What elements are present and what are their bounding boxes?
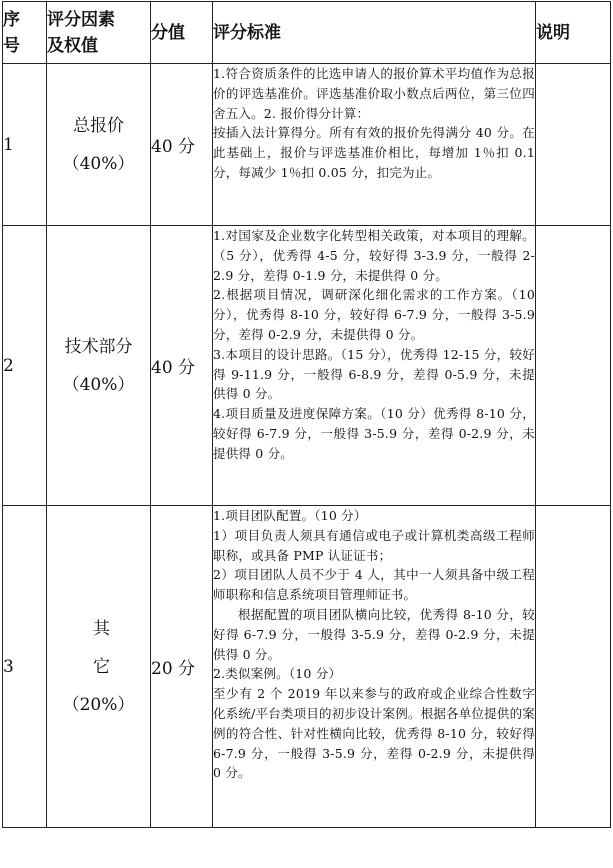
header-factor-line-1: 评分因素: [47, 9, 115, 30]
criteria-line: 1.符合资质条件的比选申请人的报价算术平均值作为总报价的评选基准价。评选基准价取小数点后两位，第三位四舍五入。2. 报价得分计算：: [213, 66, 535, 121]
factor-name: 总报价: [73, 115, 124, 136]
row-score: 40 分: [151, 226, 213, 506]
criteria-line: 1）项目负责人须具有通信或电子或计算机类高级工程师职称，或具备 PMP 认证证书；: [213, 527, 535, 563]
row-seq: 2: [3, 226, 47, 506]
criteria-line: 2.根据项目情况，调研深化细化需求的工作方案。（10 分），优秀得 8-10 分，较好得 6-7.9 分，一般得 3-5.9 分，差得 0-2.9 分，未提供得 0 分。: [213, 287, 535, 342]
row-factor: [47, 506, 156, 828]
criteria-line: 2）项目团队人员不少于 4 人，其中一人须具备中级工程师职称和信息系统项目管理师证书。: [213, 567, 535, 603]
row-note: [536, 64, 611, 226]
scoring-table: [2, 1, 611, 828]
criteria-line: 1.项目团队配置。（10 分）: [213, 508, 367, 523]
row-seq: 1: [3, 64, 47, 226]
header-note: 说明: [536, 2, 611, 64]
row-criteria: [213, 226, 536, 506]
row-factor: [47, 64, 151, 226]
header-score: 分值: [151, 2, 213, 64]
criteria-line: 至少有 2 个 2019 年以来参与的政府或企业综合性数字化系统/平台类项目的初步设计案例。根据各单位提供的案例的符合性、针对性横向比较，优秀得 8-10 分，较好得 6-7.9 分，一般得 3-5.9 分，差得 0-2.9 分，未提供得 0 分。: [213, 686, 535, 781]
factor-name: 其它: [93, 618, 156, 677]
row-score: 40 分: [151, 64, 213, 226]
header-factor-line-2: 及权值: [47, 35, 98, 56]
row-note: [536, 506, 611, 828]
criteria-line: 3.本项目的设计思路。（15 分），优秀得 12-15 分，较好得 9-11.9 分，一般得 6-8.9 分，差得 0-5.9 分，未提供得 0 分。: [213, 346, 535, 402]
table-row-2: [3, 226, 611, 506]
criteria-line: 按插入法计算得分。所有有效的报价先得满分 40 分。在此基础上，报价与评选基准价相比，每增加 1％扣 0.1 分，每减少 1％扣 0.05 分，扣完为止。: [213, 125, 535, 180]
header-seq: [3, 2, 47, 64]
row-note: [536, 226, 611, 506]
row-criteria: [213, 64, 536, 226]
criteria-line: 2.类似案例。（10 分）: [213, 666, 342, 682]
header-row: [3, 2, 611, 64]
header-criteria: 评分标准: [213, 2, 536, 64]
factor-weight: （40%）: [62, 374, 135, 395]
criteria-line: 1.对国家及企业数字化转型相关政策，对本项目的理解。（5 分），优秀得 4-5 分，较好得 3-3.9 分，一般得 2-2.9 分，差得 0-1.9 分，未提供得 0 分。: [213, 228, 535, 283]
header-factor: [47, 2, 151, 64]
table-row-3: [3, 506, 611, 828]
factor-name: 技术部分: [64, 336, 133, 357]
row-score: 20 分: [151, 506, 213, 828]
row-criteria: [213, 506, 536, 828]
table-row-1: [3, 64, 611, 226]
header-seq-line-2: 号: [3, 35, 20, 56]
factor-weight: （40%）: [62, 153, 135, 174]
criteria-line: 4.项目质量及进度保障方案。（10 分）优秀得 8-10 分，较好得 6-7.9 分，一般得 3-5.9 分，差得 0-2.9 分，未提供得 0 分。: [213, 406, 535, 461]
criteria-line: 根据配置的项目团队横向比较，优秀得 8-10 分，较好得 6-7.9 分，一般得 3-5.9 分，差得 0-2.9 分，未提供得 0 分。: [213, 606, 535, 662]
factor-weight: （20%）: [62, 694, 135, 715]
row-seq: 3: [3, 506, 47, 828]
row-factor: [47, 226, 151, 506]
header-seq-line-1: 序: [3, 9, 20, 30]
